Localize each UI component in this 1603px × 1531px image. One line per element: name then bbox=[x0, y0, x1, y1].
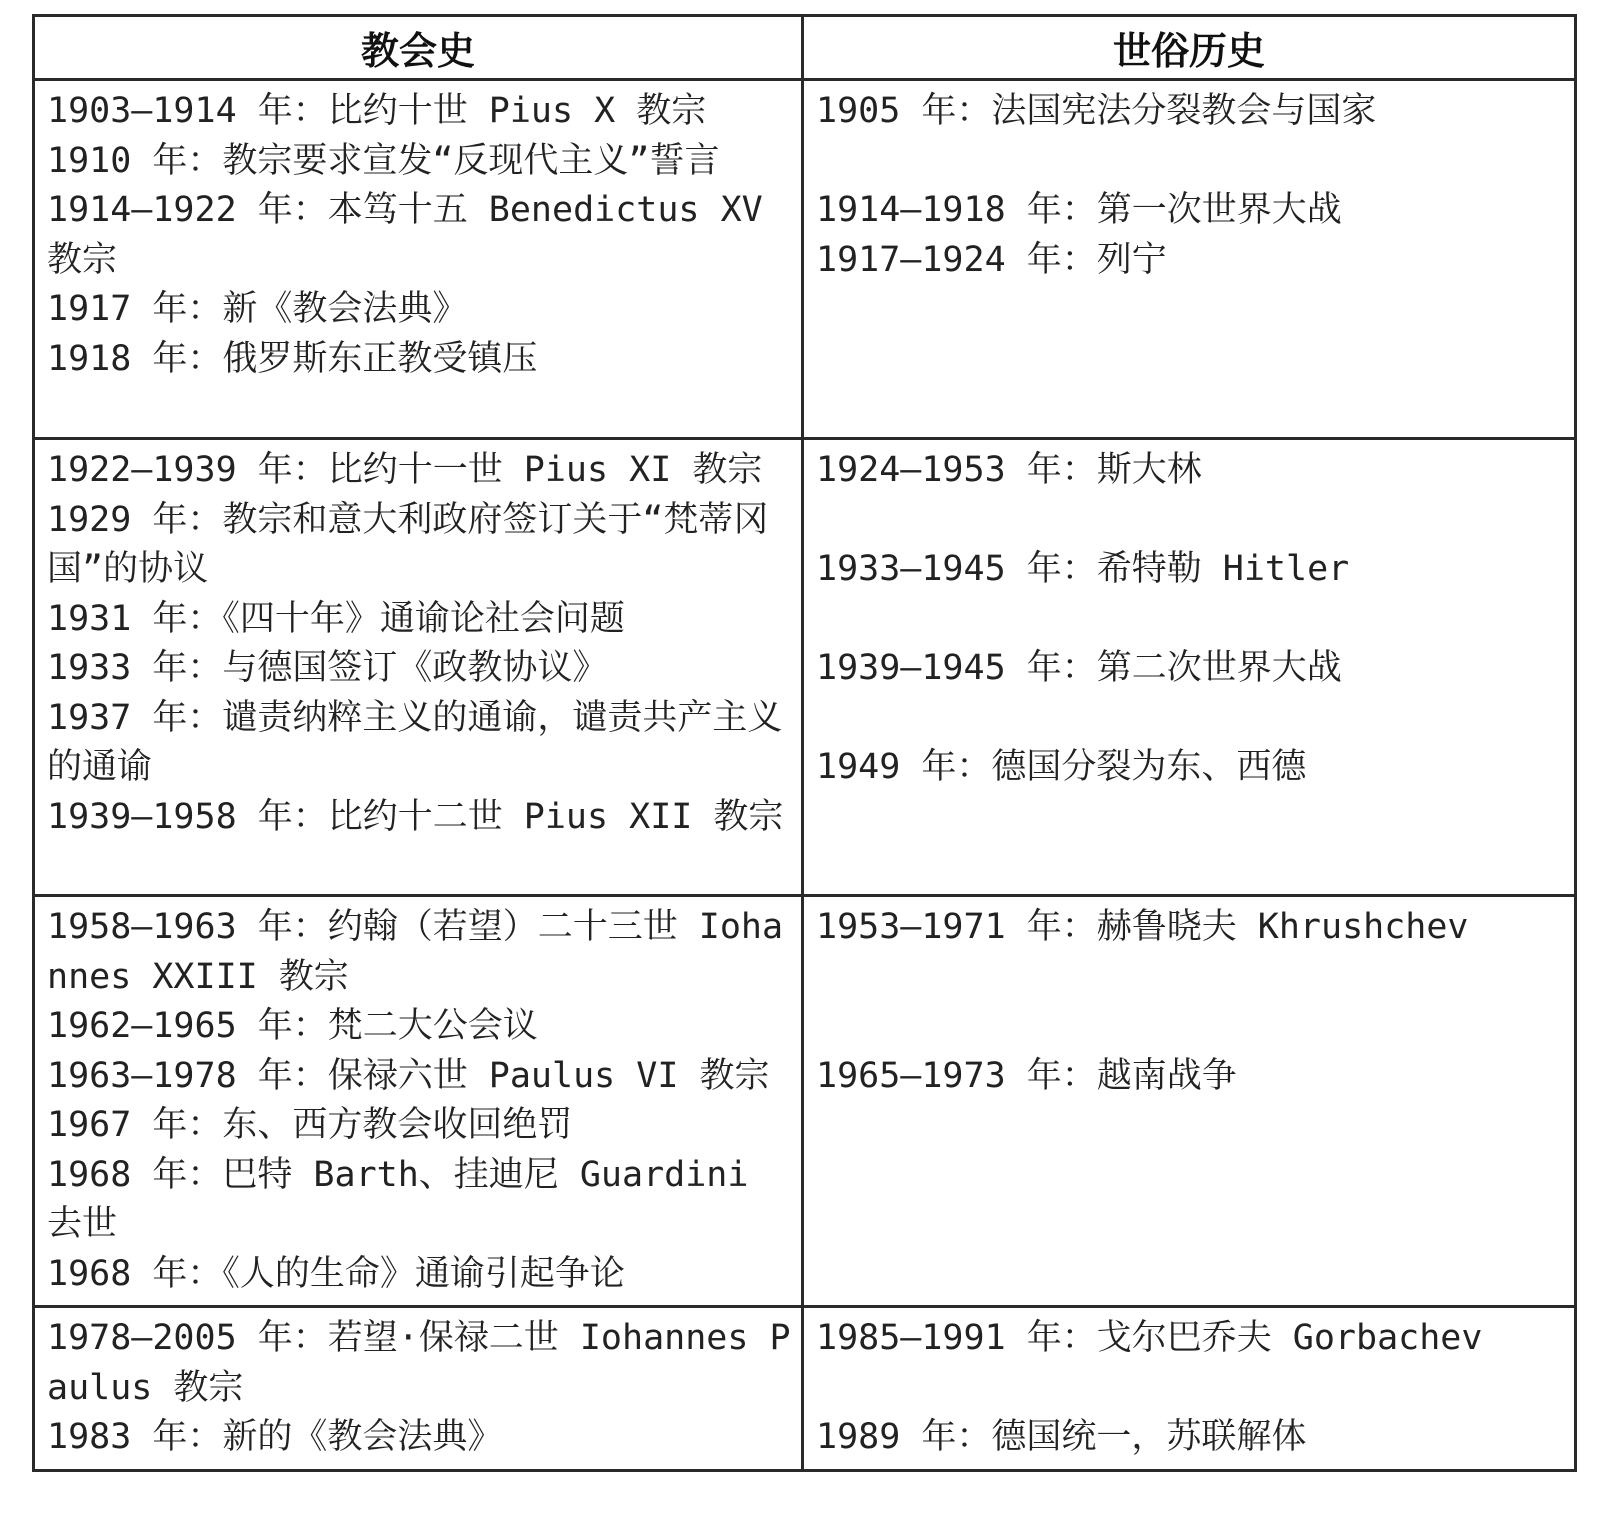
spacer-line bbox=[816, 694, 1568, 744]
spacer-line bbox=[816, 953, 1568, 1003]
event-entry: 1910 年：教宗要求宣发“反现代主义”誓言 bbox=[47, 140, 720, 181]
history-timeline-table bbox=[32, 14, 1577, 1472]
table-header-row bbox=[34, 16, 1576, 80]
event-entry: 1983 年：新的《教会法典》 bbox=[47, 1417, 503, 1457]
event-entry: 1933 年：与德国签订《政教协议》 bbox=[47, 648, 608, 688]
event-entry: 1922–1939 年：比约十一世 Pius XI 教宗 bbox=[47, 450, 763, 490]
spacer-line bbox=[816, 137, 1568, 187]
table-row bbox=[34, 80, 1576, 439]
event-entry: 1963–1978 年：保禄六世 Paulus VI 教宗 bbox=[47, 1055, 770, 1096]
event-entry: 1931 年：《四十年》通谕论社会问题 bbox=[47, 598, 625, 639]
event-entry: 1939–1945 年：第二次世界大战 bbox=[816, 648, 1342, 688]
event-entry: 1917 年：新《教会法典》 bbox=[47, 289, 468, 329]
event-entry: 1989 年：德国统一，苏联解体 bbox=[816, 1417, 1307, 1457]
church-event-list bbox=[35, 440, 801, 848]
secular-event-list bbox=[804, 897, 1574, 1107]
table-row bbox=[34, 896, 1576, 1307]
secular-event-list bbox=[804, 1308, 1574, 1469]
secular-event-list bbox=[804, 440, 1574, 799]
event-entry: 1967 年：东、西方教会收回绝罚 bbox=[47, 1105, 573, 1145]
event-entry: 1949 年：德国分裂为东、西德 bbox=[816, 747, 1307, 787]
church-history-header: 教会史 bbox=[34, 16, 803, 80]
table-row bbox=[34, 439, 1576, 896]
event-entry: 1953–1971 年：赫鲁晓夫 Khrushchev bbox=[816, 907, 1469, 947]
event-entry: 1929 年：教宗和意大利政府签订关于“梵蒂冈国”的协议 bbox=[47, 499, 769, 589]
secular-history-cell bbox=[803, 1307, 1576, 1471]
secular-history-cell bbox=[803, 439, 1576, 896]
event-entry: 1985–1991 年：戈尔巴乔夫 Gorbachev bbox=[816, 1318, 1483, 1358]
spacer-line bbox=[816, 595, 1568, 645]
church-history-cell bbox=[34, 439, 803, 896]
event-entry: 1962–1965 年：梵二大公会议 bbox=[47, 1006, 538, 1046]
church-event-list bbox=[35, 81, 801, 390]
event-entry: 1958–1963 年：约翰（若望）二十三世 Iohannes XXIII 教宗 bbox=[47, 907, 784, 997]
event-entry: 1933–1945 年：希特勒 Hitler bbox=[816, 549, 1350, 589]
church-event-list bbox=[35, 1308, 801, 1469]
history-comparison-page bbox=[32, 14, 1574, 1472]
secular-history-cell bbox=[803, 80, 1576, 439]
spacer-line bbox=[816, 1002, 1568, 1052]
table-row bbox=[34, 1307, 1576, 1471]
event-entry: 1968 年：巴特 Barth、挂迪尼 Guardini 去世 bbox=[47, 1154, 749, 1244]
event-entry: 1917–1924 年：列宁 bbox=[816, 239, 1167, 280]
spacer-line bbox=[816, 1364, 1568, 1414]
event-entry: 1978–2005 年：若望·保禄二世 Iohannes Paulus 教宗 bbox=[47, 1318, 791, 1408]
secular-event-list bbox=[804, 81, 1574, 291]
event-entry: 1918 年：俄罗斯东正教受镇压 bbox=[47, 338, 538, 379]
event-entry: 1905 年：法国宪法分裂教会与国家 bbox=[816, 91, 1377, 131]
church-history-cell bbox=[34, 80, 803, 439]
event-entry: 1939–1958 年：比约十二世 Pius XII 教宗 bbox=[47, 796, 784, 837]
church-event-list bbox=[35, 897, 801, 1305]
event-entry: 1924–1953 年：斯大林 bbox=[816, 450, 1202, 490]
event-entry: 1937 年：谴责纳粹主义的通谕，谴责共产主义的通谕 bbox=[47, 697, 783, 787]
event-entry: 1903–1914 年：比约十世 Pius X 教宗 bbox=[47, 91, 707, 131]
event-entry: 1968 年：《人的生命》通谕引起争论 bbox=[47, 1253, 625, 1294]
secular-history-header: 世俗历史 bbox=[803, 16, 1576, 80]
event-entry: 1914–1918 年：第一次世界大战 bbox=[816, 190, 1342, 230]
event-entry: 1914–1922 年：本笃十五 Benedictus XV 教宗 bbox=[47, 190, 763, 280]
event-entry: 1965–1973 年：越南战争 bbox=[816, 1055, 1237, 1096]
spacer-line bbox=[816, 496, 1568, 546]
church-history-cell bbox=[34, 1307, 803, 1471]
church-history-cell bbox=[34, 896, 803, 1307]
secular-history-cell bbox=[803, 896, 1576, 1307]
